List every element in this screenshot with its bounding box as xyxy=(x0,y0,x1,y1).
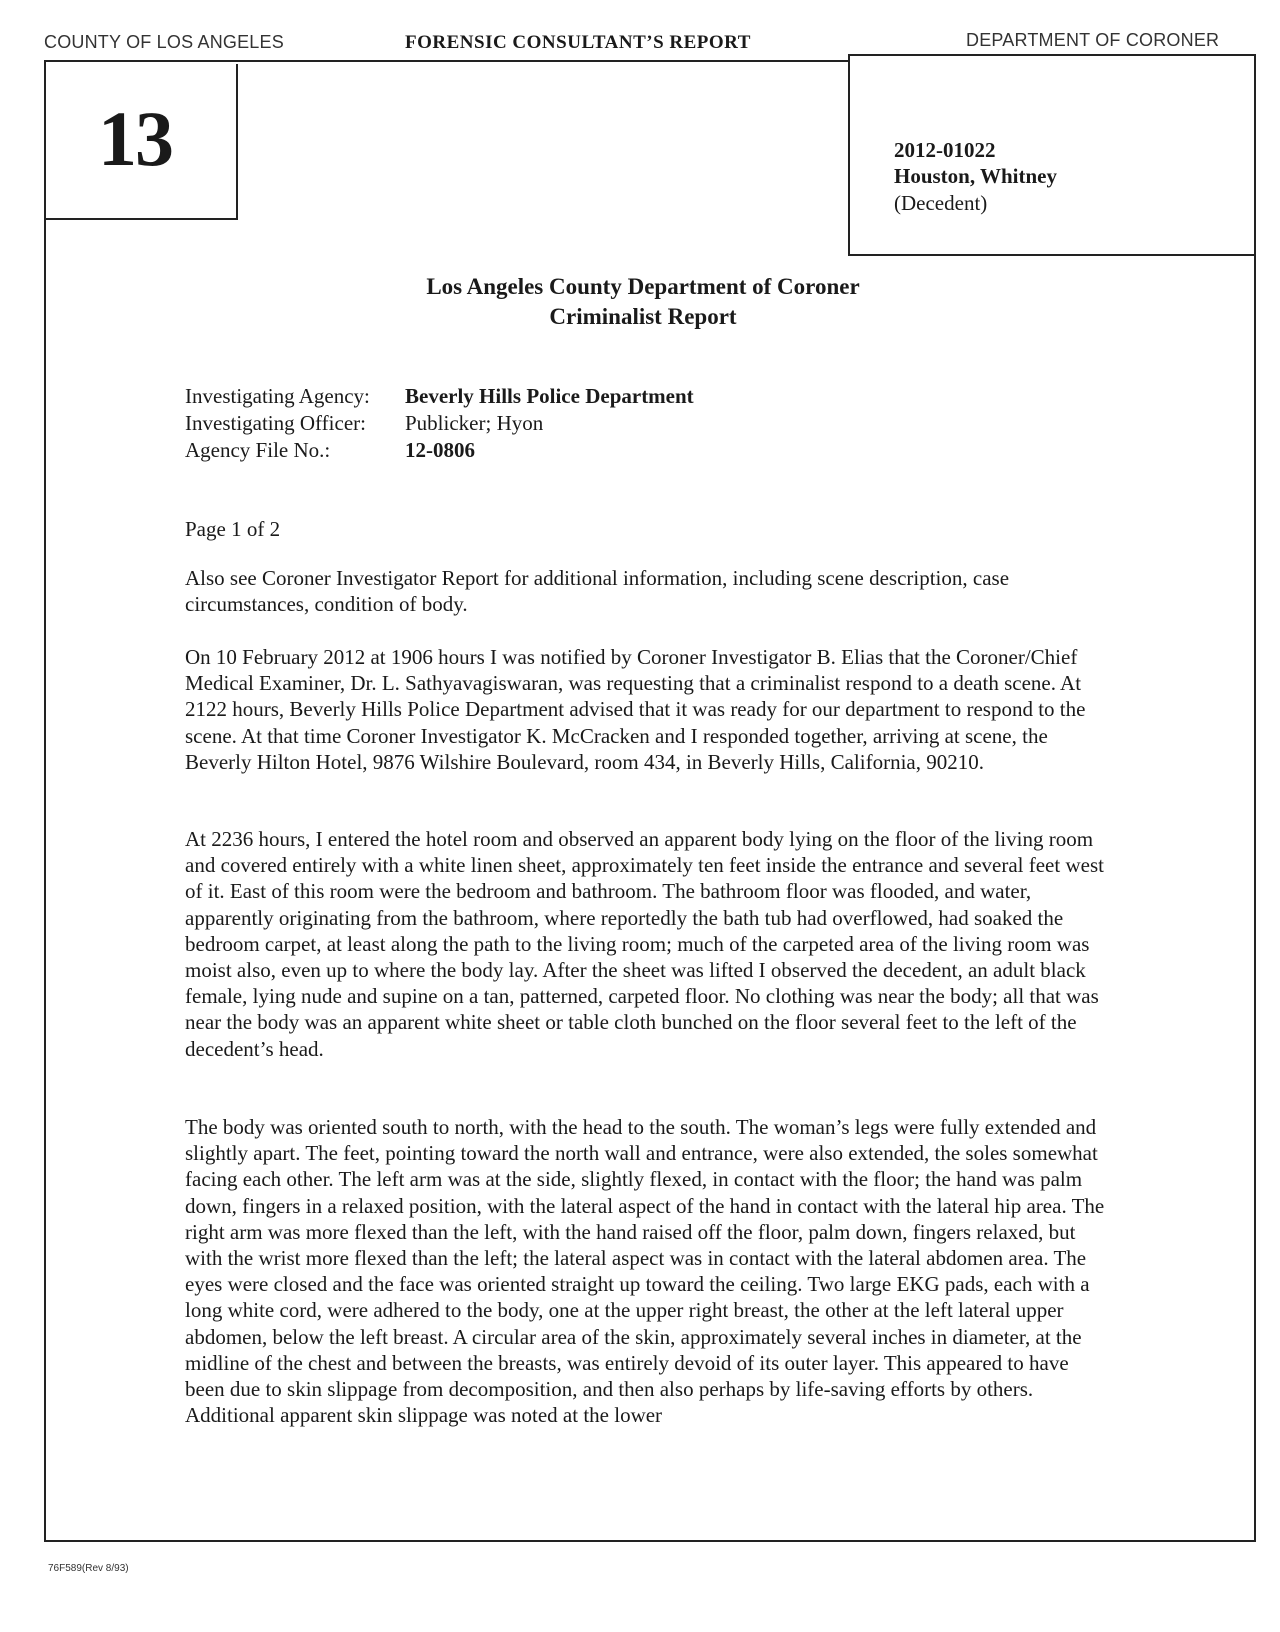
page-number-box xyxy=(44,64,238,220)
meta-officer-label: Investigating Officer: xyxy=(185,411,366,435)
paragraph: The body was oriented south to north, with the head to the south. The woman’s legs were fully extended and slightly apart. The feet, pointing toward the north wall and entrance, were also extended, the soles somewhat facing each other. The left arm was at the side, slightly flexed, in contact with the floor; the hand was palm down, fingers in a relaxed position, with the lateral aspect of the hand in contact with the lateral hip area. The right arm was more flexed than the left, with the hand raised off the floor, palm down, fingers relaxed, but with the wrist more flexed than the left; the lateral aspect was in contact with the lateral abdomen area. The eyes were closed and the face was oriented straight up toward the ceiling. Two large EKG pads, each with a long white cord, were adhered to the body, one at the upper right breast, the other at the left lateral upper abdomen, below the left breast. A circular area of the skin, approximately several inches in diameter, at the midline of the chest and between the breasts, was entirely devoid of its outer layer. This appeared to have been due to skin slippage from decomposition, and then also perhaps by life-saving efforts by others. Additional apparent skin slippage was noted at the lower xyxy=(185,1115,1105,1428)
header-county: COUNTY OF LOS ANGELES xyxy=(44,32,284,52)
decedent-role: (Decedent) xyxy=(894,191,988,215)
meta-officer-value: Publicker; Hyon xyxy=(405,411,544,435)
paragraph: At 2236 hours, I entered the hotel room and observed an apparent body lying on the floor of the living room and covered entirely with a white linen sheet, approximately ten feet inside the entrance and several feet west of it. East of this room were the bedroom and bathroom. The bathroom floor was flooded, and water, apparently originating from the bathroom, where reportedly the bath tub had overflowed, had soaked the bedroom carpet, at least along the path to the living room; much of the carpeted area of the living room was moist also, even up to where the body lay. After the sheet was lifted I observed the decedent, an adult black female, lying nude and supine on a tan, patterned, carpeted floor. No clothing was near the body; all that was near the body was an apparent white sheet or table cloth bunched on the floor several feet to the left of the decedent’s head. xyxy=(185,827,1104,1061)
page-number: 13 xyxy=(98,95,172,182)
meta-agency-label: Investigating Agency: xyxy=(185,384,370,408)
meta-agency xyxy=(185,384,694,409)
decedent-name: Houston, Whitney xyxy=(894,164,1057,188)
paragraph: On 10 February 2012 at 1906 hours I was notified by Coroner Investigator B. Elias that the Coroner/Chief Medical Examiner, Dr. L. Sathyavagiswaran, was requesting that a criminalist respond to a death scene. At 2122 hours, Beverly Hills Police Department advised that it was ready for our department to respond to the scene. At that time Coroner Investigator K. McCracken and I responded together, arriving at scene, the Beverly Hilton Hotel, 9876 Wilshire Boulevard, room 434, in Beverly Hills, California, 90210. xyxy=(185,645,1086,774)
form-code: 76F589(Rev 8/93) xyxy=(48,1563,129,1574)
meta-file-label: Agency File No.: xyxy=(185,438,331,462)
meta-officer xyxy=(185,411,543,436)
meta-agency-value: Beverly Hills Police Department xyxy=(405,384,694,408)
report-subtitle: Criminalist Report xyxy=(549,304,737,329)
paragraph: Also see Coroner Investigator Report for additional information, including scene description, case circumstances, condition of body. xyxy=(185,566,1010,617)
header-department: DEPARTMENT OF CORONER xyxy=(966,30,1220,50)
report-title: Los Angeles County Department of Coroner xyxy=(426,274,860,299)
meta-file-value: 12-0806 xyxy=(405,438,475,462)
case-number: 2012-01022 xyxy=(894,138,996,162)
page-indicator: Page 1 of 2 xyxy=(185,517,281,541)
case-box xyxy=(848,54,1256,256)
meta-file xyxy=(185,438,475,463)
header-report-type: FORENSIC CONSULTANT’S REPORT xyxy=(405,32,751,53)
